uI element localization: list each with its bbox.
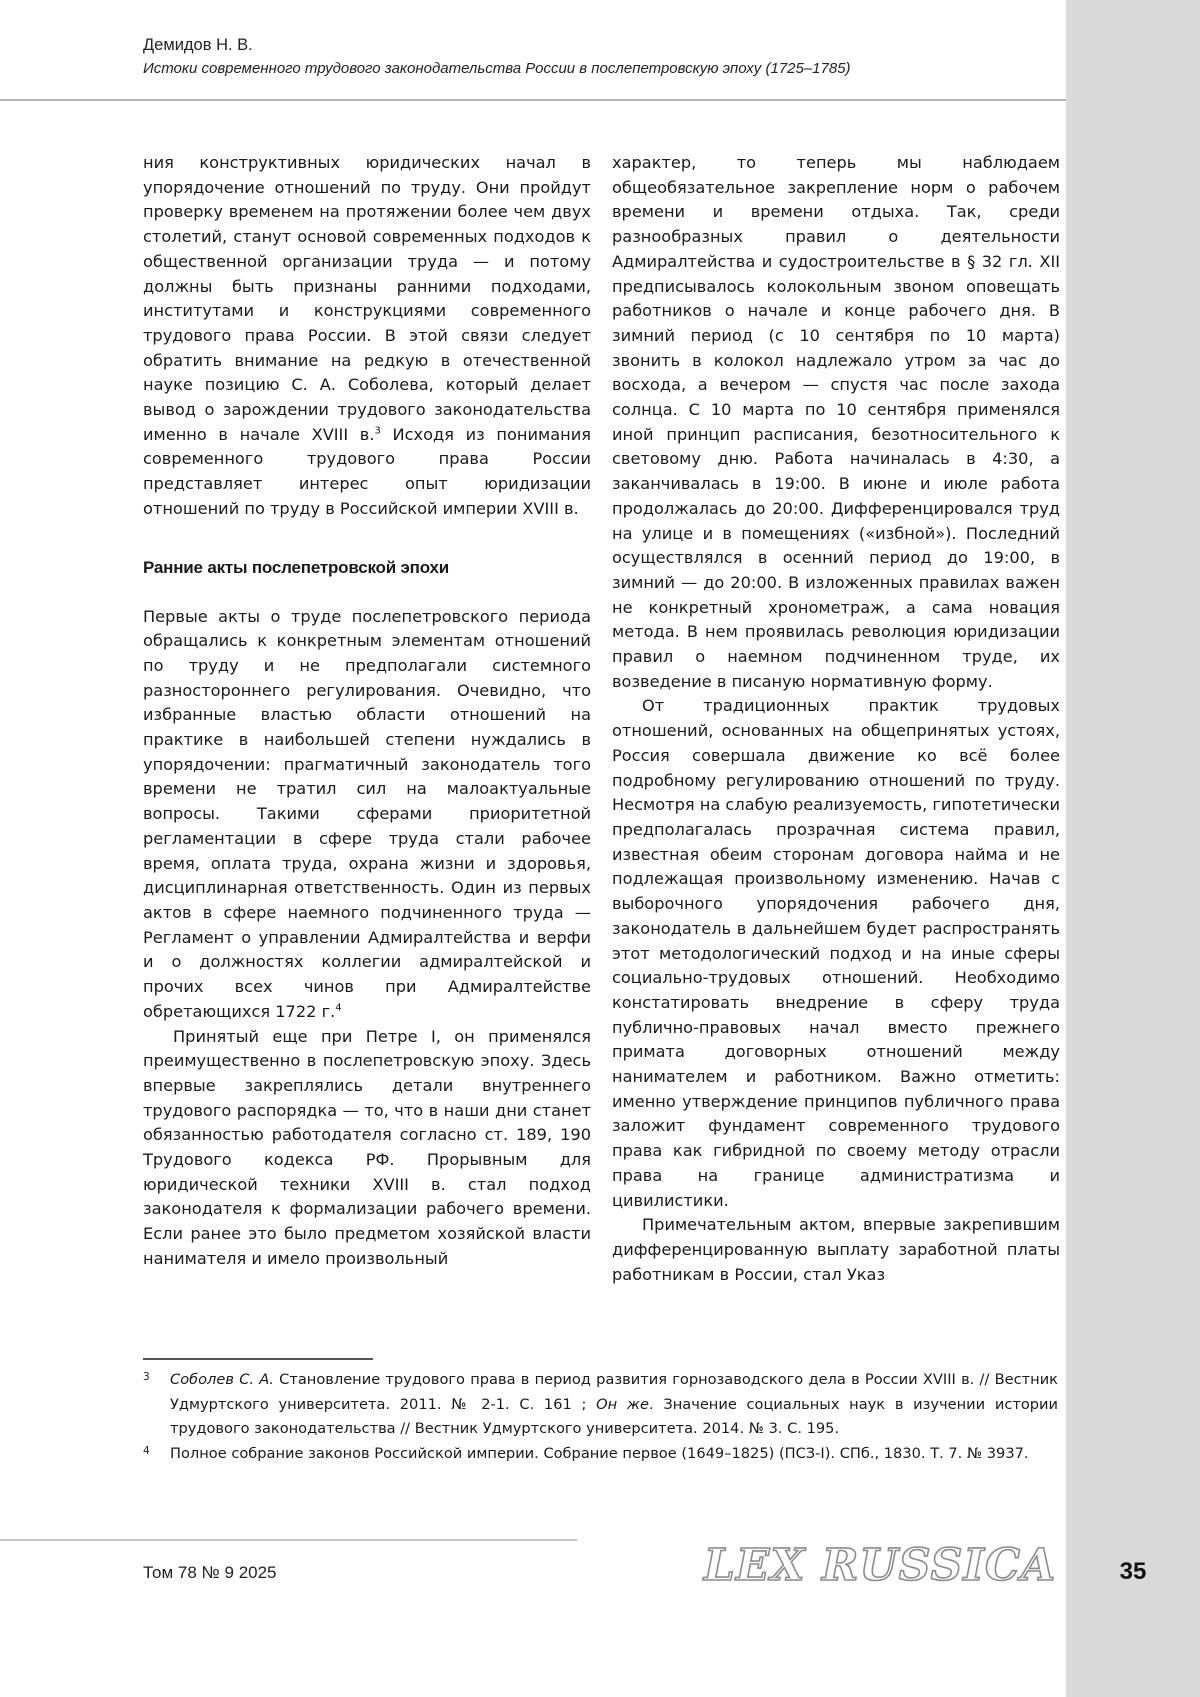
footnote-ref[interactable]: 3: [374, 425, 381, 437]
footnote-text: . Значение социальных наук в изучении истории трудового законодательства // Вестник Удмуртского университета. 2014. № 3. С. 195.: [170, 1395, 1059, 1437]
paragraph: Примечательным актом, впервые закрепившим дифференцированную выплату заработной платы работникам в России, стал Указ: [612, 1215, 1060, 1284]
left-column: [143, 151, 591, 1272]
paragraph: характер, то теперь мы наблюдаем общеобязательное закрепление норм о рабочем времени и времени отдыха. Так, среди разнообразных правил о деятельности Адмиралтейства и судостроительстве в § 32 гл. XII предписывалось колокольным звоном оповещать работников о начале и конце рабочего дня. В зимний период (с 10 сентября по 10 марта) звонить в колокол надлежало утром за час до восхода, а вечером — спустя час после захода солнца. С 10 марта по 10 сентября применялся иной принцип расписания, безотносительного к световому дню. Работа начиналась в 4:30, а заканчивалась в 19:00. В июне и июле работа продолжалась до 20:00. Дифференцировался труд на улице и в помещениях («избной»). Последний осуществлялся в осенний период до 19:00, в зимний — до 20:00. В изложенных правилах важен не конкретный хронометраж, а сама новация метода. В нем проявилась революция юридизации правил о наемном подчиненном труде, их возведение в писаную нормативную форму.: [612, 153, 1060, 691]
header-article-title: Истоки современного трудового законодательства России в послепетровскую эпоху (1725–1785): [143, 60, 851, 77]
journal-logo: [703, 1533, 1057, 1595]
paragraph-text: ния конструктивных юридических начал в упорядочение отношений по труду. Они пройдут проверку временем на протяжении более чем двух столетий, станут основой современных подходов к общественной организации труда — и потому должны быть признаны ранними подходами, институтами и конструкциями современного трудового права России. В этой связи следует обратить внимание на редкую в отечественной науке позицию С. А. Соболева, который делает вывод о зарождении трудового законодательства именно в начале XVIII в.: [143, 153, 591, 444]
footnotes: [143, 1368, 1058, 1466]
paragraph: Принятый еще при Петре I, он применялся преимущественно в послепетровскую эпоху. Здесь впервые закреплялись детали внутреннего трудового распорядка — то, что в наши дни станет обязанностью работодателя согласно ст. 189, 190 Трудового кодекса РФ. Прорывным для юридической техники XVIII в. стал подход законодателя к формализации рабочего времени. Если ранее это было предметом хозяйской власти нанимателя и имело произвольный: [143, 1026, 591, 1268]
journal-logo-text: LEX RUSSICA: [703, 1540, 1057, 1591]
paragraph-text: Исходя из понимания современного трудового права России представляет интерес опыт юридизации отношений по труду в Российской империи XVIII в.: [143, 424, 591, 518]
footnote-number: 4: [143, 1444, 150, 1457]
page-number: 35: [1119, 1558, 1147, 1585]
footnote-number: 3: [143, 1371, 150, 1383]
footnote-divider: [143, 1358, 373, 1360]
footer-divider: [0, 1539, 577, 1541]
footnote-author: Соболев С. А.: [170, 1371, 274, 1388]
footnote-ref[interactable]: 4: [335, 1002, 342, 1014]
footnote-author: Он же: [596, 1395, 650, 1413]
header-author: Демидов Н. В.: [143, 36, 253, 54]
paragraph: [143, 151, 591, 522]
paragraph: [143, 605, 591, 1025]
footnote-3: [143, 1368, 1058, 1442]
paragraph: От традиционных практик трудовых отношений, основанных на общепринятых устоях, Россия совершала движение ко всё более подробному регулированию отношений по труду. Несмотря на слабую реализуемость, гипотетически предполагалась прозрачная система правил, известная обеим сторонам договора найма и не подлежащая произвольному изменению. Начав с выборочного упорядочения рабочего дня, законодатель в дальнейшем будет распространять этот методологический подход и на иные сферы социально-трудовых отношений. Необходимо констатировать внедрение в сферу труда публично-правовых начал вместо прежнего примата договорных отношений между нанимателем и работником. Важно отметить: именно утверждение принципов публичного права заложит фундамент современного трудового права как гибридной по своему методу отрасли права на границе администратизма и цивилистики.: [612, 696, 1060, 1210]
page-margin-strip: [1066, 0, 1200, 1697]
paragraph-text: Первые акты о труде послепетровского периода обращались к конкретным элементам отношений по труду и не предполагали системного разностороннего регулирования. Очевидно, что избранные властью области отношений на практике в наибольшей степени нуждались в упорядочении: прагматичный законодатель того времени не тратил сил на малоактуальные вопросы. Такими сферами приоритетной регламентации в сфере труда стали рабочее время, оплата труда, охрана жизни и здоровья, дисциплинарная ответственность. Один из первых актов в сфере наемного подчиненного труда — Регламент о управлении Адмиралтейства и верфи и о должностях коллегии адмиралтейской и прочих всех чинов при Адмиралтействе обретающихся 1722 г.: [143, 606, 591, 1021]
running-header: [143, 33, 1043, 81]
footnote-text: Полное собрание законов Российской империи. Собрание первое (1649–1825) (ПСЗ-I). СПб., 1830. Т. 7. № 3937.: [170, 1444, 1029, 1462]
journal-volume: Том 78 № 9 2025: [143, 1563, 277, 1582]
footnote-4: [143, 1442, 1058, 1467]
section-heading: Ранние акты послепетровской эпохи: [143, 557, 450, 577]
right-column: [612, 151, 1060, 1287]
footnote-text: Становление трудового права в период развития горнозаводского дела в России XVIII в. // Вестник Удмуртского университета. 2011. № 2-1. С. 161 ;: [170, 1371, 1058, 1413]
header-divider: [0, 99, 1066, 101]
